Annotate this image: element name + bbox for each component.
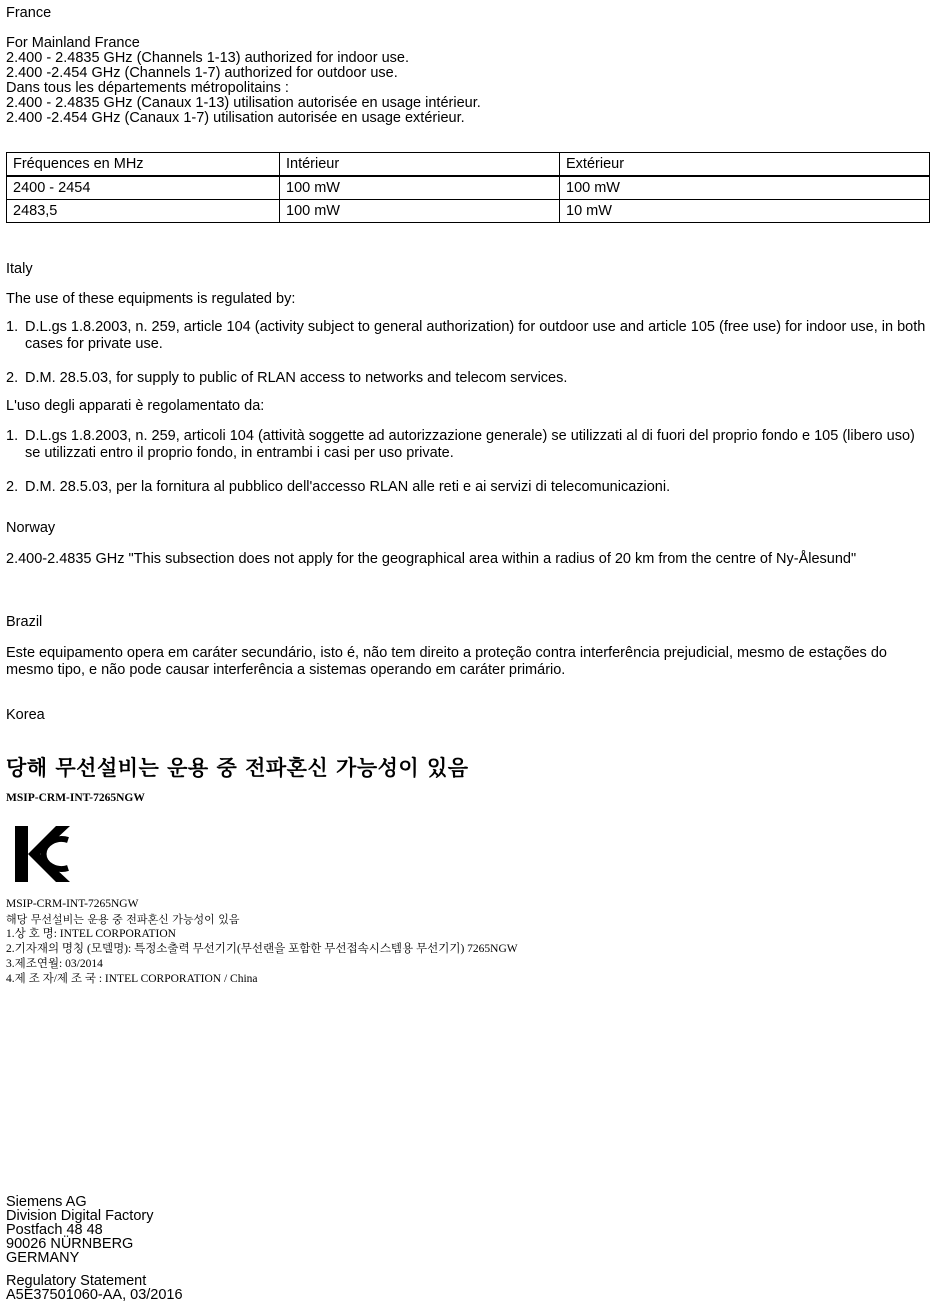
list-text: D.L.gs 1.8.2003, n. 259, article 104 (activity subject to general authorization) for outdoor use and article 105 (free use) for indoor use, in both cases for private use. — [25, 319, 926, 352]
korea-cert-id: MSIP-CRM-INT-7265NGW — [6, 792, 145, 804]
korea-info-line: 해당 무선설비는 운용 중 전파혼신 가능성이 있음 — [6, 913, 240, 926]
korea-warning-large: 당해 무선설비는 운용 중 전파혼신 가능성이 있음 — [6, 756, 469, 780]
list-number: 1. — [6, 319, 19, 335]
table-cell: 100 mW — [280, 176, 560, 200]
france-line: 2.400 -2.454 GHz (Channels 1-7) authorized for outdoor use. — [6, 65, 398, 81]
korea-info-line: 2.기자재의 명칭 (모델명): 특정소출력 무선기기(무선랜을 포함한 무선접속시스템용 무선기기) 7265NGW — [6, 943, 518, 955]
table-header-cell: Intérieur — [280, 153, 560, 177]
norway-heading: Norway — [6, 520, 56, 536]
italy-heading: Italy — [6, 261, 33, 277]
address-block — [6, 1195, 930, 1265]
kc-mark-logo — [12, 822, 72, 886]
table-cell: 10 mW — [560, 200, 930, 223]
kc-mark-icon — [12, 822, 72, 886]
list-item — [6, 319, 926, 353]
list-text: D.L.gs 1.8.2003, n. 259, articoli 104 (attività soggette ad autorizzazione generale) se utilizzati al di fuori del proprio fondo e 105 (libero uso) se utilizzati entro il proprio fondo, in entrambi i casi per uso private. — [25, 428, 915, 461]
list-item — [6, 479, 926, 496]
brazil-heading: Brazil — [6, 614, 43, 630]
table-row — [7, 200, 930, 223]
korea-info-line: MSIP-CRM-INT-7265NGW — [6, 898, 139, 910]
table-cell: 100 mW — [560, 176, 930, 200]
france-line: Dans tous les départements métropolitains : — [6, 80, 289, 96]
table-header-cell: Extérieur — [560, 153, 930, 177]
table-cell: 2483,5 — [7, 200, 280, 223]
france-line: 2.400 -2.454 GHz (Canaux 1-7) utilisation autorisée en usage extérieur. — [6, 110, 465, 126]
korea-info-line: 3.제조연월: 03/2014 — [6, 958, 103, 970]
korea-info-block — [6, 897, 930, 987]
italy-intro-it: L'uso degli apparati è regolamentato da: — [6, 398, 265, 414]
address-line: 90026 NÜRNBERG — [6, 1236, 134, 1252]
list-text: D.M. 28.5.03, per la fornitura al pubblico dell'accesso RLAN alle reti e ai servizi di telecomunicazioni. — [25, 479, 671, 495]
address-line: GERMANY — [6, 1250, 80, 1266]
italy-intro-en: The use of these equipments is regulated by: — [6, 291, 296, 307]
brazil-text: Este equipamento opera em caráter secundário, isto é, não tem direito a proteção contra interferência prejudicial, mesmo de estações do mesmo tipo, e não pode causar interferência a sistemas operando em caráter primário. — [6, 645, 887, 678]
korea-info-line: 4.제 조 자/제 조 국 : INTEL CORPORATION / China — [6, 973, 258, 985]
address-line: Postfach 48 48 — [6, 1222, 103, 1238]
footer-block — [6, 1274, 930, 1302]
norway-text: 2.400-2.4835 GHz "This subsection does not apply for the geographical area within a radius of 20 km from the centre of Ny-Ålesund" — [6, 551, 857, 567]
list-item — [6, 370, 926, 387]
table-cell: 100 mW — [280, 200, 560, 223]
list-text: D.M. 28.5.03, for supply to public of RLAN access to networks and telecom services. — [25, 370, 568, 386]
france-line: 2.400 - 2.4835 GHz (Canaux 1-13) utilisation autorisée en usage intérieur. — [6, 95, 481, 111]
korea-info-line: 1.상 호 명: INTEL CORPORATION — [6, 928, 176, 940]
table-header-cell: Fréquences en MHz — [7, 153, 280, 177]
list-number: 1. — [6, 428, 19, 444]
list-item — [6, 428, 926, 462]
list-number: 2. — [6, 370, 19, 386]
table-header-row — [7, 153, 930, 177]
france-text-block — [6, 36, 930, 126]
footer-doc-id: A5E37501060-AA, 03/2016 — [6, 1287, 183, 1303]
address-line: Division Digital Factory — [6, 1208, 154, 1224]
france-line: For Mainland France — [6, 35, 140, 51]
korea-heading: Korea — [6, 707, 45, 723]
address-line: Siemens AG — [6, 1194, 87, 1210]
footer-title: Regulatory Statement — [6, 1273, 147, 1289]
table-row — [7, 176, 930, 200]
table-cell: 2400 - 2454 — [7, 176, 280, 200]
france-line: 2.400 - 2.4835 GHz (Channels 1-13) authorized for indoor use. — [6, 50, 410, 66]
list-number: 2. — [6, 479, 19, 495]
france-heading: France — [6, 5, 52, 21]
france-frequency-table — [6, 152, 930, 223]
